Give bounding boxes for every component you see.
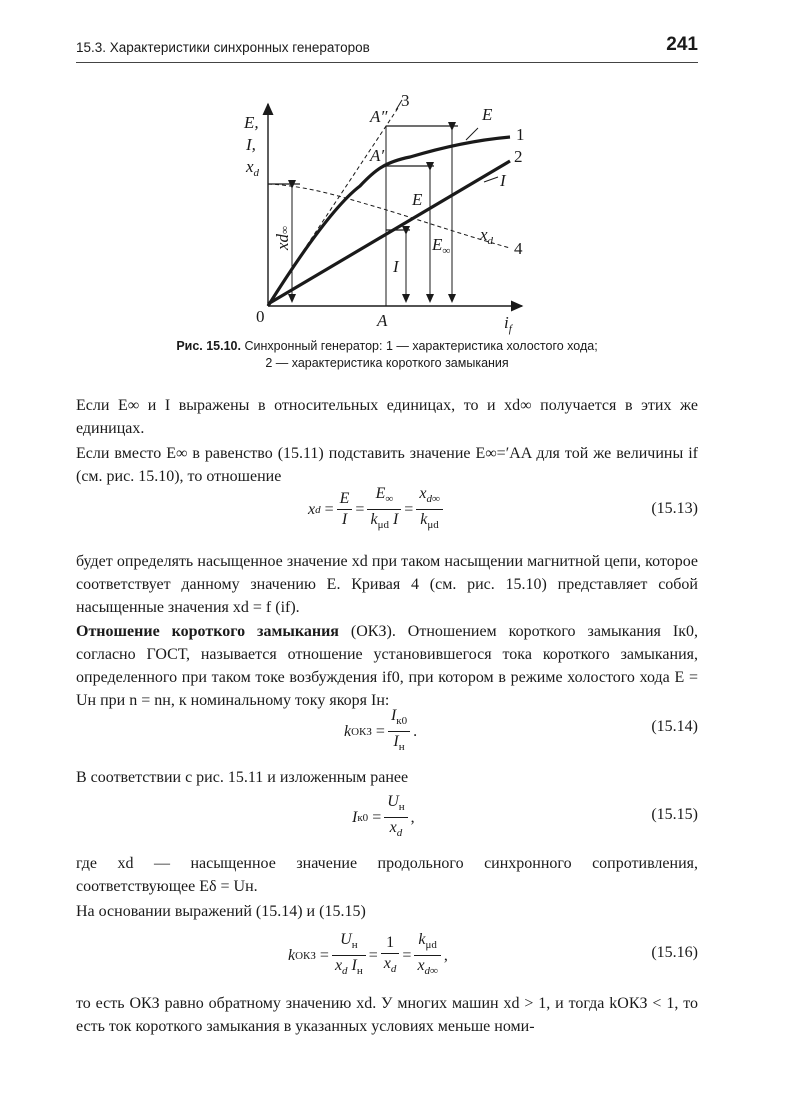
label-I-bar: I — [393, 257, 399, 276]
caption-line-2: 2 — характеристика короткого замыкания — [265, 356, 509, 370]
point-A: A — [377, 311, 388, 330]
curve-4-xd — [268, 184, 510, 248]
y-label-xd: $x_d$ — [246, 157, 260, 179]
label-E-inf: $E_\infty$ — [432, 235, 451, 257]
equation-15-13: x d = $\frac{E}{I}$ = $\frac{E_\infty}{k_{\mu d} I}$ = $\frac{x_{d\infty}}{k_{\mu d}}$ — [308, 484, 446, 535]
caption-line-1: Синхронный генератор: 1 — характеристика холостого хода; — [241, 339, 598, 353]
paragraph-1: Если E∞ и I выражены в относительных единицах, то и xd∞ получается в этих же единицах. — [76, 397, 698, 437]
equation-number-15-14: (15.14) — [651, 718, 698, 735]
equation-number-15-13: (15.13) — [651, 500, 698, 517]
curve-label-2: 2 — [514, 147, 523, 166]
term-okz: Отношение короткого замыкания — [76, 623, 339, 640]
running-header: 15.3. Характеристики синхронных генераторов — [76, 40, 370, 55]
point-A1: A′ — [370, 146, 385, 165]
y-label-E: E, — [244, 113, 259, 132]
label-E-top: E — [482, 105, 493, 124]
figure-caption — [76, 338, 698, 372]
curve-3-air-gap-line — [268, 108, 398, 304]
curve-1-no-load — [268, 137, 510, 306]
caption-prefix: Рис. 15.10. — [176, 339, 241, 353]
label-I-line: I — [500, 171, 506, 190]
curve-label-3: 3 — [401, 91, 410, 110]
paragraph-3: будет определять насыщенное значение xd при таком насыщении магнитной цепи, которое соответствует данному значению E. Кривая 4 (см. рис. 15.10) представляет собой насыщенные значения xd = f (if). — [76, 553, 698, 616]
paragraph-8: то есть ОКЗ равно обратному значению xd. У многих машин xd > 1, и тогда kОКЗ < 1, то есть ток короткого замыкания в указанных условиях меньше номи- — [76, 995, 698, 1035]
paragraph-4: Отношение короткого замыкания (ОКЗ). Отношением короткого замыкания Iк0, согласно ГОСТ, называется отношение установившегося тока короткого замыкания, определенного при таком токе возбуждения if0, при котором в режиме холостого хода E = Uн при n = nн, к номинальному току якоря Iн: — [76, 623, 698, 709]
equation-15-16: k ОКЗ = $\frac{U_н}{x_d I_н}$ = $\frac{1}{x_d}$ = $\frac{k_{\mu d}}{x_{d\infty}}$ , — [288, 931, 448, 978]
equation-15-15: I к0 = $\frac{U_н}{x_d}$ , — [352, 793, 415, 840]
label-xd-inf: xd∞ — [273, 226, 292, 250]
paragraph-2: Если вместо E∞ в равенство (15.11) подставить значение E∞=′AA для той же величины if (см. рис. 15.10), то отношение — [76, 445, 698, 485]
equation-15-14: k ОКЗ = $\frac{I_{к0}}{I_н}$ . — [344, 707, 418, 754]
curve-2-short-circuit — [268, 161, 510, 304]
paragraph-7: На основании выражений (15.14) и (15.15) — [76, 903, 366, 920]
paragraph-6: где xd — насыщенное значение продольного синхронного сопротивления, соответствующее Eδ = Uн. — [76, 855, 698, 895]
curve-label-4: 4 — [514, 239, 523, 258]
equation-number-15-15: (15.15) — [651, 806, 698, 823]
y-label-I: I, — [246, 135, 256, 154]
label-E-mid: E — [412, 190, 423, 209]
x-label-if: $i_f$ — [504, 313, 512, 335]
origin-label: 0 — [256, 307, 265, 326]
point-A2: A″ — [370, 107, 388, 126]
label-xd: $x_d$ — [480, 225, 494, 247]
paragraph-5: В соответствии с рис. 15.11 и изложенным ранее — [76, 769, 409, 786]
figure-15-10 — [0, 0, 794, 340]
page-number: 241 — [666, 34, 698, 55]
equation-number-15-16: (15.16) — [651, 944, 698, 961]
curve-label-1: 1 — [516, 125, 525, 144]
